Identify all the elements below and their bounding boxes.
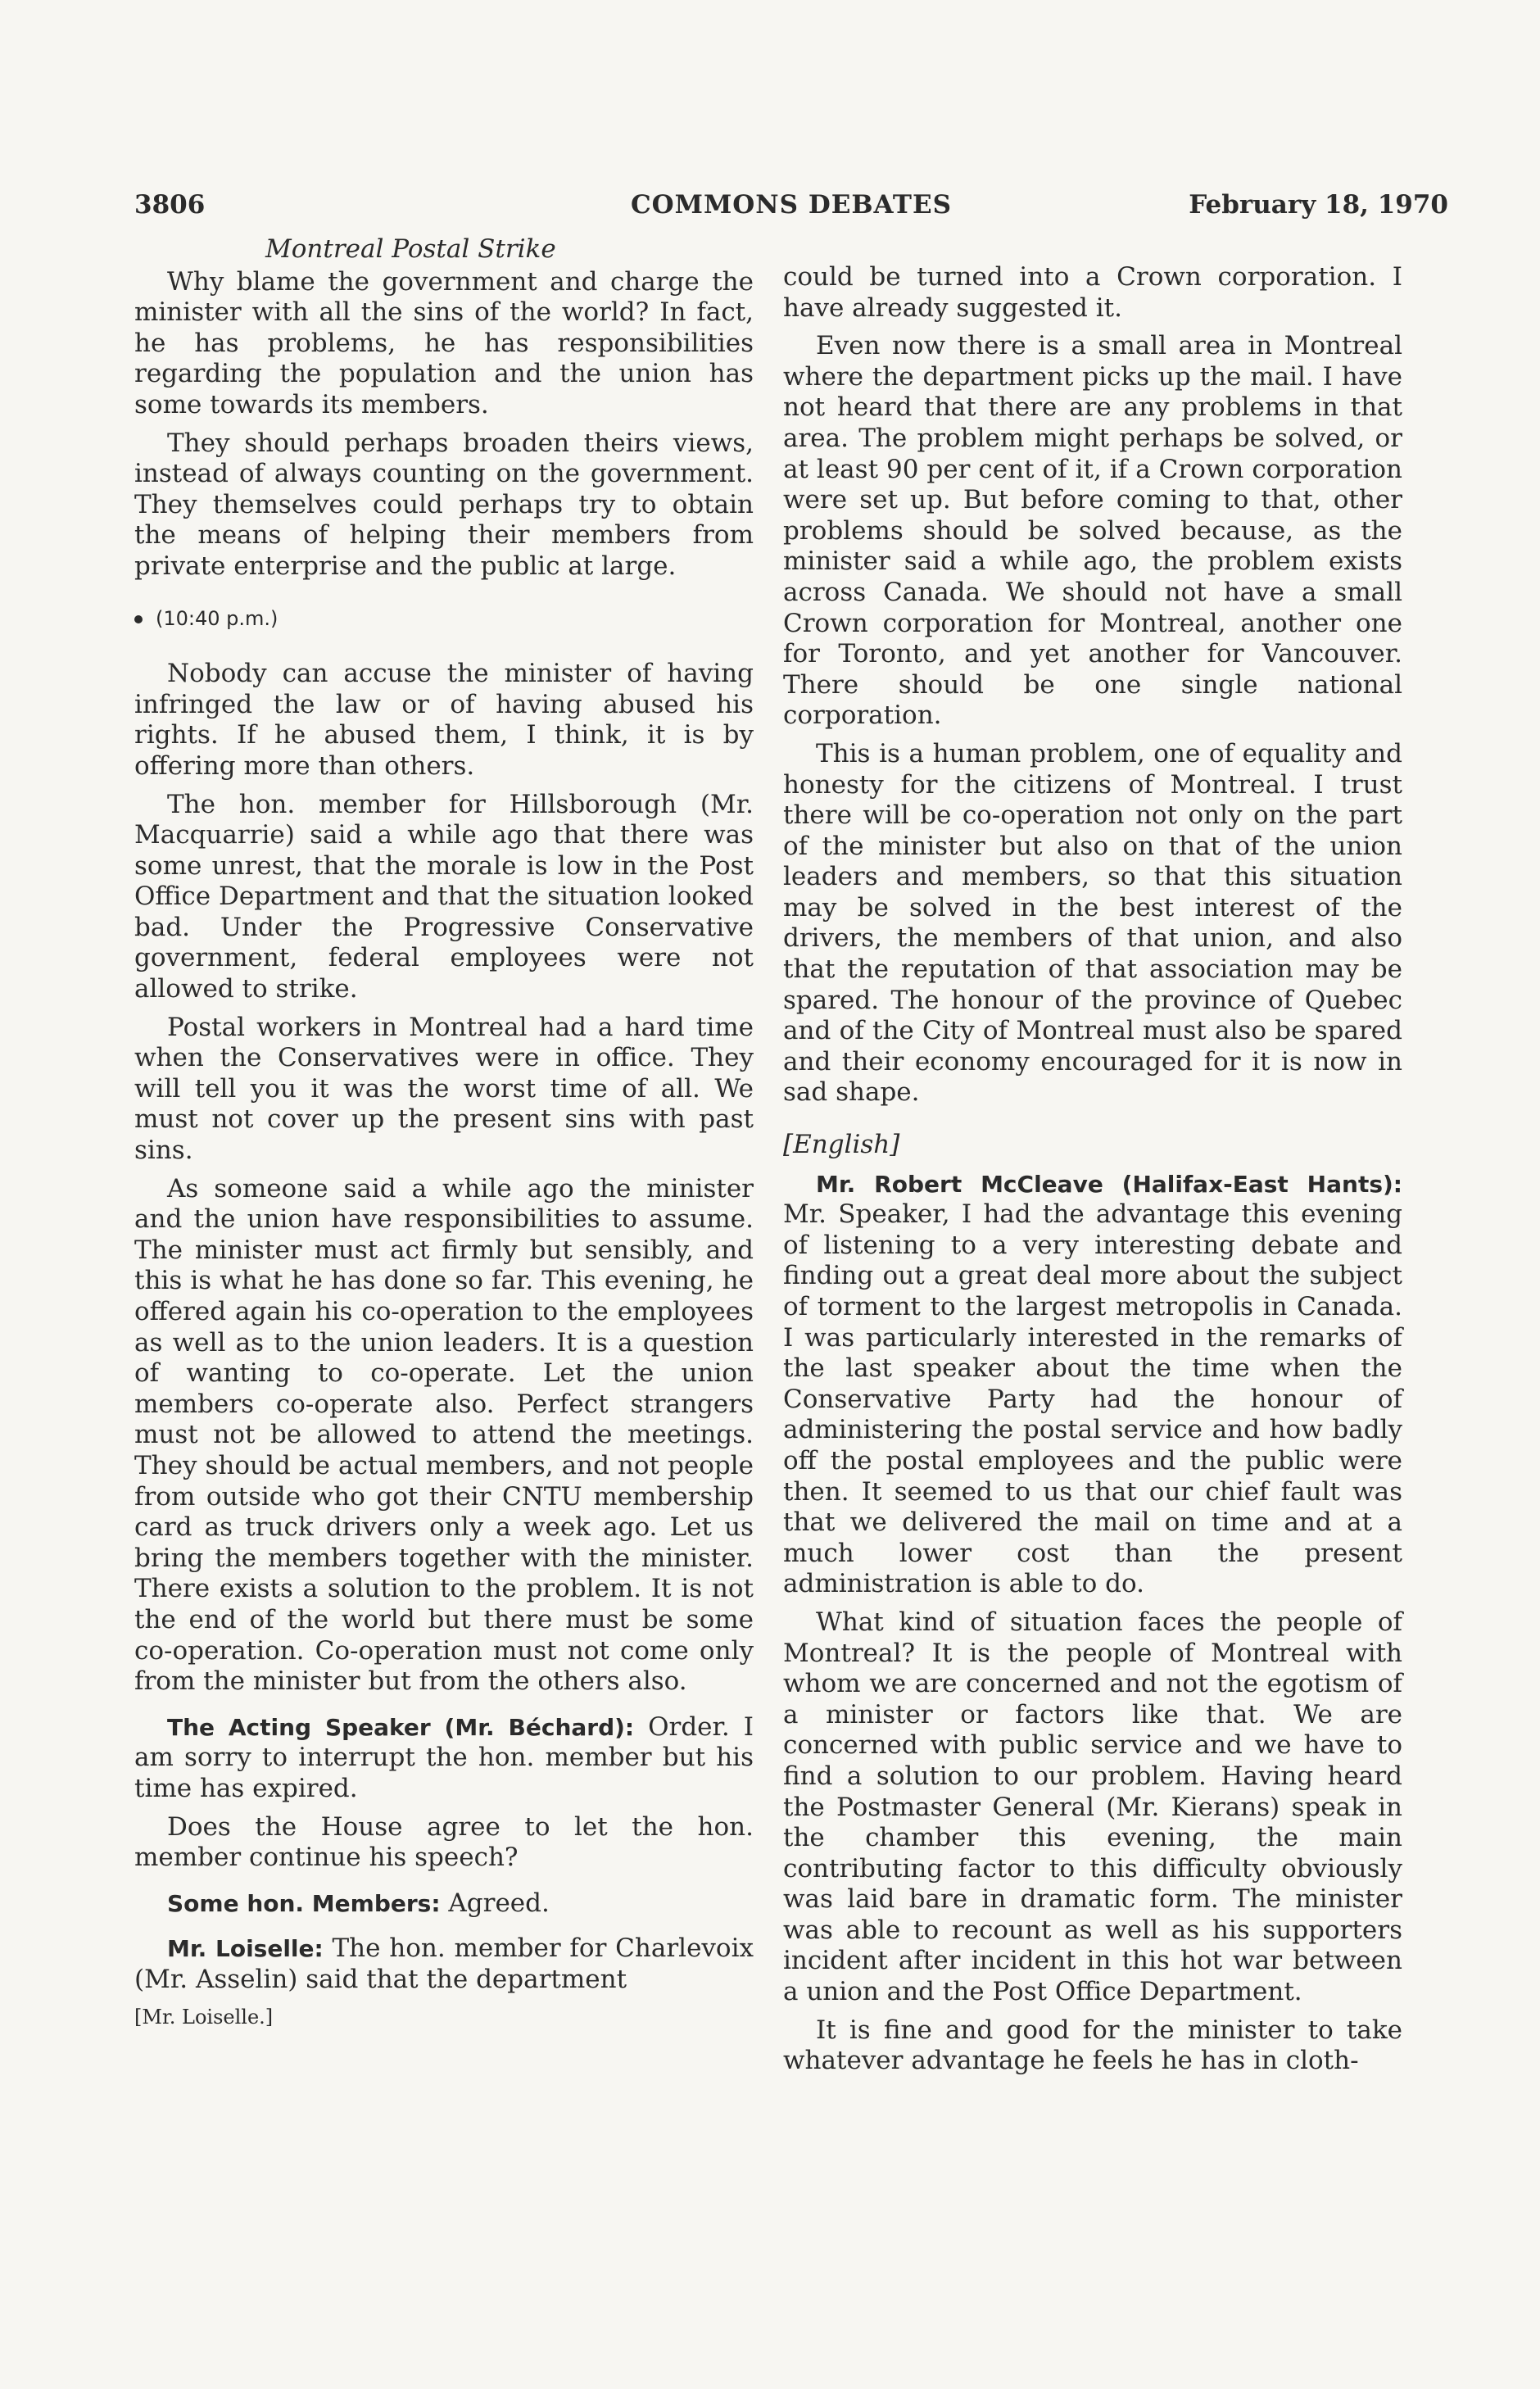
section-title: Montreal Postal Strike [265,234,556,264]
running-head [134,190,1448,228]
paragraph: The hon. member for Hillsborough (Mr. Macquarrie) said a while ago that there was some unrest, that the morale is low in the Post Office Department and that the situation looked bad. Under the Progressive Conservative government, federal employees were not allowed to strike. [134,789,754,1004]
paragraph: Why blame the government and charge the minister with all the sins of the world? In fact, he has problems, he has responsibilities regarding the population and the union has some towards its members. [134,266,754,419]
paragraph: What kind of situation faces the people of Montreal? It is the people of Montreal with whom we are concerned and not the egotism of a minister or factors like that. We are concerned with public service and we have to find a solution to our problem. Having heard the Postmaster General (Mr. Kierans) speak in the chamber this evening, the main contributing factor to this difficulty obviously was laid bare in dramatic form. The minister was able to recount as well as his supporters incident after incident in this hot war between a union and the Post Office Department. [783,1607,1402,2007]
speaker-name: Some hon. Members: [167,1889,441,1917]
paragraph: could be turned into a Crown corporation. I have already suggested it. [783,262,1402,323]
speech-paragraph [134,1888,754,1920]
paragraph: This is a human problem, one of equality and honesty for the citizens of Montreal. I trust there will be co-operation not only on the part of the minister but also on that of the union leaders and members, so that this situation may be solved in the best interest of the drivers, the members of that union, and also that the reputation of that association may be spared. The honour of the province of Quebec and of the City of Montreal must also be spared and their economy encouraged for it is now in sad shape. [783,738,1402,1108]
language-marker: [English] [783,1130,900,1160]
speech-text: Order. I am sorry to interrupt the hon. member but his time has expired. [134,1711,754,1803]
left-column [134,234,754,2033]
speaker-name: The Acting Speaker (Mr. Béchard): [167,1713,635,1741]
time-marker [134,604,754,635]
time-stamp: (10:40 p.m.) [156,606,279,630]
paragraph: As someone said a while ago the minister and the union have responsibilities to assume. The minister must act firmly but sensibly, and this is what he has done so far. This evening, he offered again his co-operation to the employees as well as to the union leaders. It is a question of wanting to co-operate. Let the union members co-operate also. Perfect strangers must not be allowed to attend the meetings. They should be actual members, and not people from outside who got their CNTU membership card as truck drivers only a week ago. Let us bring the members together with the minister. There exists a solution to the problem. It is not the end of the world but there must be some co-operation. Co-operation must not come only from the minister but from the others also. [134,1173,754,1697]
page-number: 3806 [134,190,206,220]
speech-text: The hon. member for Charlevoix (Mr. Asselin) said that the department [134,1933,754,1994]
speaker-name: Mr. Loiselle: [167,1935,324,1963]
speech-paragraph [134,1933,754,1995]
bullet-icon [134,615,143,623]
paragraph: They should perhaps broaden theirs views, instead of always counting on the government. They themselves could perhaps try to obtain the means of helping their members from private enterprise and the public at large. [134,428,754,581]
speaker-name: Mr. Robert McCleave (Halifax-East Hants): [816,1170,1402,1198]
paragraph: It is fine and good for the minister to take whatever advantage he feels he has in cloth- [783,2015,1402,2076]
issue-date: February 18, 1970 [1189,190,1448,220]
paragraph: Even now there is a small area in Montreal where the department picks up the mail. I have not heard that there are any problems in that area. The problem might perhaps be solved, or at least 90 per cent of it, if a Crown corporation were set up. But before coming to that, other problems should be solved because, as the minister said a while ago, the problem exists across Canada. We should not have a small Crown corporation for Montreal, another one for Toronto, and yet another for Vancouver. There should be one single national corporation. [783,331,1402,731]
speaker-footer-tag: [Mr. Loiselle.] [134,2006,274,2029]
paragraph: Nobody can accuse the minister of having infringed the law or of having abused his rights. If he abused them, I think, it is by offering more than others. [134,659,754,781]
speech-text: Mr. Speaker, I had the advantage this evening of listening to a very interesting debate and finding out a great deal more about the subject of torment to the largest metropolis in Canada. I was particularly interested in the remarks of the last speaker about the time when the Conservative Party had the honour of administering the postal service and how badly off the postal employees and the public were then. It seemed to us that our chief fault was that we delivered the mail on time and at a much lower cost than the present administration is able to do. [783,1199,1402,1599]
paragraph: Does the House agree to let the hon. member continue his speech? [134,1811,754,1873]
speech-paragraph [783,1169,1402,1600]
publication-title: COMMONS DEBATES [631,190,952,220]
speech-paragraph [134,1712,754,1805]
paragraph: Postal workers in Montreal had a hard time when the Conservatives were in office. They will tell you it was the worst time of all. We must not cover up the present sins with past sins. [134,1012,754,1166]
right-column [783,262,1402,2084]
speech-text: Agreed. [440,1888,550,1918]
